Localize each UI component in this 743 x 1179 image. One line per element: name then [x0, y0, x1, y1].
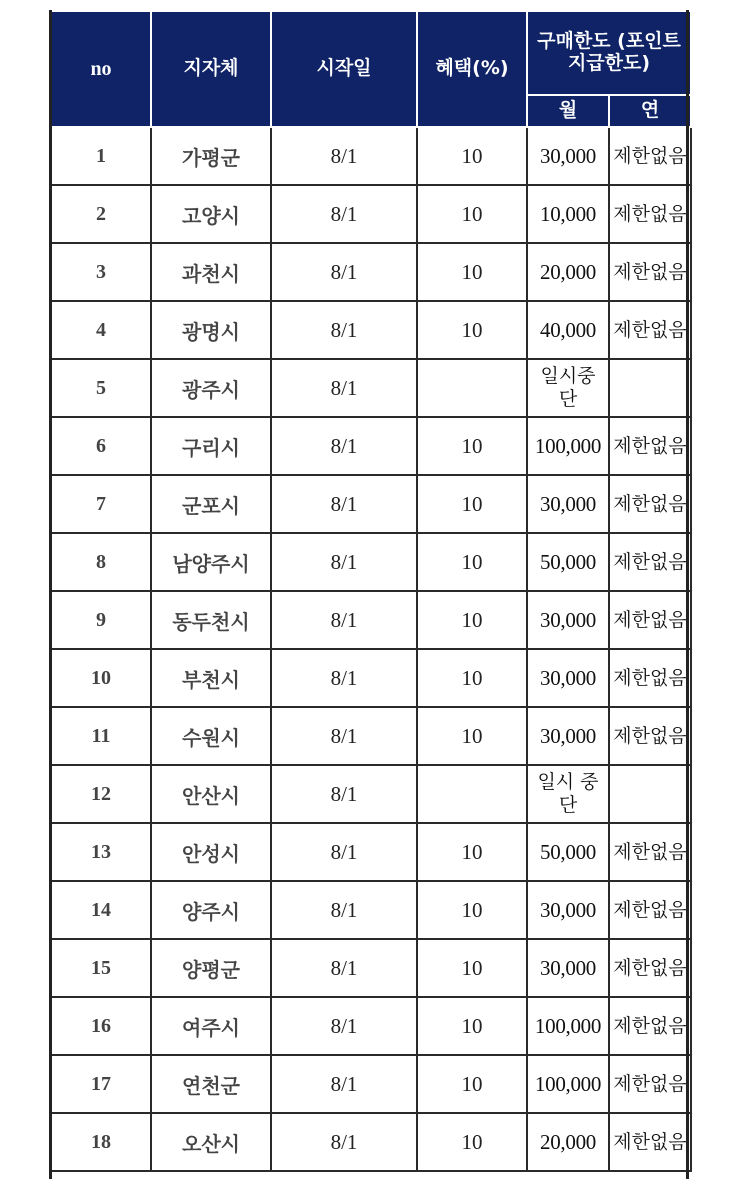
cell-benefit: 10 [417, 475, 527, 533]
cell-start-date: 8/1 [271, 823, 417, 881]
cell-start-date: 8/1 [271, 939, 417, 997]
cell-region: 오산시 [151, 1113, 271, 1171]
header-purchase-limit: 구매한도 (포인트 지급한도) [527, 11, 691, 95]
header-year: 연 [609, 95, 691, 127]
cell-benefit: 10 [417, 649, 527, 707]
cell-year-limit [609, 765, 691, 823]
cell-year-limit: 제한없음 [609, 881, 691, 939]
cell-no: 5 [51, 359, 151, 417]
cell-start-date: 8/1 [271, 707, 417, 765]
cell-no: 7 [51, 475, 151, 533]
cell-start-date: 8/1 [271, 997, 417, 1055]
cell-no: 17 [51, 1055, 151, 1113]
cell-month-limit: 50,000 [527, 533, 609, 591]
cell-year-limit: 제한없음 [609, 823, 691, 881]
header-row-main [51, 11, 691, 95]
cell-month-limit: 100,000 [527, 997, 609, 1055]
cell-year-limit: 제한없음 [609, 243, 691, 301]
cell-year-limit: 제한없음 [609, 127, 691, 185]
cell-no: 4 [51, 301, 151, 359]
table-row [51, 881, 691, 939]
cell-no: 10 [51, 649, 151, 707]
cell-no: 18 [51, 1113, 151, 1171]
cell-year-limit: 제한없음 [609, 301, 691, 359]
table-row [51, 649, 691, 707]
cell-region: 양평군 [151, 939, 271, 997]
cell-no: 9 [51, 591, 151, 649]
cell-no: 6 [51, 417, 151, 475]
cell-no: 11 [51, 707, 151, 765]
table-row [51, 475, 691, 533]
table-row [51, 765, 691, 823]
cell-month-limit: 30,000 [527, 707, 609, 765]
cell-benefit: 10 [417, 997, 527, 1055]
table-row [51, 243, 691, 301]
cell-month-limit: 20,000 [527, 243, 609, 301]
cell-start-date: 8/1 [271, 475, 417, 533]
cell-month-limit: 50,000 [527, 823, 609, 881]
cell-start-date: 8/1 [271, 127, 417, 185]
cell-month-limit: 10,000 [527, 185, 609, 243]
cell-benefit: 10 [417, 127, 527, 185]
cell-benefit: 10 [417, 417, 527, 475]
cell-year-limit: 제한없음 [609, 533, 691, 591]
cell-month-limit: 30,000 [527, 881, 609, 939]
cell-month-limit: 30,000 [527, 127, 609, 185]
cell-no: 15 [51, 939, 151, 997]
cell-year-limit: 제한없음 [609, 1113, 691, 1171]
region-benefit-table [50, 10, 692, 1172]
cell-no: 14 [51, 881, 151, 939]
cell-year-limit: 제한없음 [609, 939, 691, 997]
cell-year-limit: 제한없음 [609, 707, 691, 765]
cell-year-limit: 제한없음 [609, 417, 691, 475]
table-row [51, 301, 691, 359]
cell-start-date: 8/1 [271, 301, 417, 359]
table-row [51, 823, 691, 881]
table-row [51, 533, 691, 591]
header-start-date: 시작일 [271, 11, 417, 127]
table-row [51, 1113, 691, 1171]
table-row [51, 417, 691, 475]
cell-region: 양주시 [151, 881, 271, 939]
cell-start-date: 8/1 [271, 1055, 417, 1113]
cell-no: 13 [51, 823, 151, 881]
table-body [51, 127, 691, 1171]
cell-benefit: 10 [417, 939, 527, 997]
cell-no: 8 [51, 533, 151, 591]
header-month: 월 [527, 95, 609, 127]
cell-benefit: 10 [417, 533, 527, 591]
cell-no: 1 [51, 127, 151, 185]
cell-benefit [417, 765, 527, 823]
cell-year-limit: 제한없음 [609, 997, 691, 1055]
cell-year-limit: 제한없음 [609, 475, 691, 533]
table-row [51, 939, 691, 997]
cell-no: 16 [51, 997, 151, 1055]
cell-start-date: 8/1 [271, 417, 417, 475]
cell-start-date: 8/1 [271, 881, 417, 939]
cell-year-limit [609, 359, 691, 417]
cell-year-limit: 제한없음 [609, 591, 691, 649]
cell-benefit: 10 [417, 823, 527, 881]
cell-benefit: 10 [417, 185, 527, 243]
table-row [51, 997, 691, 1055]
cell-start-date: 8/1 [271, 591, 417, 649]
table-row [51, 127, 691, 185]
cell-region: 부천시 [151, 649, 271, 707]
cell-month-limit: 20,000 [527, 1113, 609, 1171]
cell-no: 2 [51, 185, 151, 243]
cell-region: 가평군 [151, 127, 271, 185]
cell-month-limit: 30,000 [527, 591, 609, 649]
cell-benefit: 10 [417, 301, 527, 359]
table-row [51, 707, 691, 765]
cell-benefit: 10 [417, 707, 527, 765]
cell-benefit [417, 359, 527, 417]
cell-region: 안성시 [151, 823, 271, 881]
cell-region: 광명시 [151, 301, 271, 359]
header-region: 지자체 [151, 11, 271, 127]
cell-benefit: 10 [417, 881, 527, 939]
cell-region: 여주시 [151, 997, 271, 1055]
cell-month-limit: 30,000 [527, 649, 609, 707]
region-benefit-table-container [50, 10, 690, 1172]
cell-region: 고양시 [151, 185, 271, 243]
cell-month-limit: 30,000 [527, 475, 609, 533]
cell-year-limit: 제한없음 [609, 1055, 691, 1113]
cell-start-date: 8/1 [271, 1113, 417, 1171]
cell-start-date: 8/1 [271, 185, 417, 243]
cell-benefit: 10 [417, 243, 527, 301]
cell-year-limit: 제한없음 [609, 649, 691, 707]
table-row [51, 1055, 691, 1113]
cell-month-limit: 40,000 [527, 301, 609, 359]
cell-year-limit: 제한없음 [609, 185, 691, 243]
cell-region: 안산시 [151, 765, 271, 823]
cell-start-date: 8/1 [271, 649, 417, 707]
cell-region: 연천군 [151, 1055, 271, 1113]
cell-month-limit: 100,000 [527, 1055, 609, 1113]
table-row [51, 185, 691, 243]
cell-region: 과천시 [151, 243, 271, 301]
cell-month-limit: 일시중단 [527, 359, 609, 417]
cell-region: 구리시 [151, 417, 271, 475]
header-no: no [51, 11, 151, 127]
cell-month-limit: 30,000 [527, 939, 609, 997]
header-benefit: 혜택(%) [417, 11, 527, 127]
cell-no: 3 [51, 243, 151, 301]
cell-no: 12 [51, 765, 151, 823]
table-row [51, 359, 691, 417]
cell-start-date: 8/1 [271, 243, 417, 301]
cell-month-limit: 일시 중단 [527, 765, 609, 823]
cell-month-limit: 100,000 [527, 417, 609, 475]
cell-benefit: 10 [417, 1113, 527, 1171]
cell-region: 광주시 [151, 359, 271, 417]
table-row [51, 591, 691, 649]
cell-benefit: 10 [417, 591, 527, 649]
cell-region: 군포시 [151, 475, 271, 533]
cell-region: 동두천시 [151, 591, 271, 649]
cell-start-date: 8/1 [271, 765, 417, 823]
cell-region: 남양주시 [151, 533, 271, 591]
cell-start-date: 8/1 [271, 359, 417, 417]
table-header [51, 11, 691, 127]
cell-start-date: 8/1 [271, 533, 417, 591]
cell-region: 수원시 [151, 707, 271, 765]
cell-benefit: 10 [417, 1055, 527, 1113]
